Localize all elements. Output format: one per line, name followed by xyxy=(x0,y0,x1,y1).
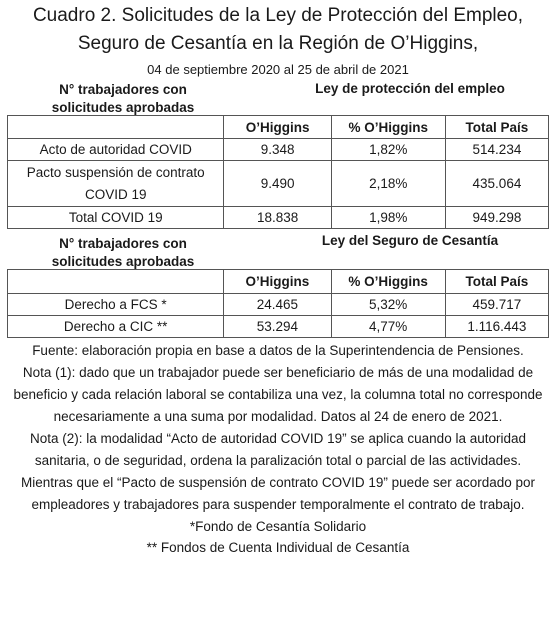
section2-left-label: N° trabajadores con solicitudes aprobadas xyxy=(51,236,195,269)
cell-value: 24.465 xyxy=(224,294,331,316)
cell-value: 9.490 xyxy=(224,161,331,207)
footnote-fcs: *Fondo de Cesantía Solidario xyxy=(189,519,367,534)
cell-value: 949.298 xyxy=(445,207,548,229)
section1-right-label: Ley de protección del empleo xyxy=(315,81,505,96)
cell-value: 1,82% xyxy=(331,139,445,161)
cell-value: 2,18% xyxy=(331,161,445,207)
date-range: 04 de septiembre 2020 al 25 de abril de 2021 xyxy=(147,62,409,77)
table-ley-seguro-cesantia xyxy=(7,269,549,338)
row-label: Pacto suspensión de contrato COVID 19 xyxy=(8,161,224,207)
section2-right-label: Ley del Seguro de Cesantía xyxy=(321,233,499,248)
row-label: Derecho a CIC ** xyxy=(8,316,224,338)
notes-block xyxy=(0,340,556,516)
column-header: % O’Higgins xyxy=(331,116,445,139)
cell-value: 459.717 xyxy=(445,294,548,316)
row-label: Acto de autoridad COVID xyxy=(8,139,224,161)
table-row xyxy=(8,316,549,338)
document-title xyxy=(0,0,556,58)
table-row xyxy=(8,139,549,161)
table-row xyxy=(8,207,549,229)
cell-value: 18.838 xyxy=(224,207,331,229)
header-blank xyxy=(8,270,224,294)
cell-value: 5,32% xyxy=(331,294,445,316)
table-row xyxy=(8,161,549,207)
column-header: Total País xyxy=(445,116,548,139)
section1-left-label: N° trabajadores con solicitudes aprobadas xyxy=(51,82,195,115)
cell-value: 1,98% xyxy=(331,207,445,229)
cell-value: 9.348 xyxy=(224,139,331,161)
title-line-2: Seguro de Cesantía en la Región de O’Higgins, xyxy=(77,33,479,54)
header-blank xyxy=(8,116,224,139)
cell-value: 514.234 xyxy=(445,139,548,161)
title-line-1: Cuadro 2. Solicitudes de la Ley de Protección del Empleo, xyxy=(32,5,524,26)
cell-value: 1.116.443 xyxy=(445,316,548,338)
note-2: Nota (2): la modalidad “Acto de autoridad COVID 19” se aplica cuando la autoridad sanitaria, o de seguridad, ordena la paralización total o parcial de las actividades. Mientras que el “Pacto de suspensión de contrato COVID 19” puede ser acordado por empleadores y trabajadores para suspender temporalmente el contrato de trabajo. xyxy=(20,431,536,512)
cell-value: 53.294 xyxy=(224,316,331,338)
section1-header xyxy=(0,79,556,115)
column-header: O’Higgins xyxy=(224,116,331,139)
cell-value: 435.064 xyxy=(445,161,548,207)
row-label: Derecho a FCS * xyxy=(8,294,224,316)
column-header: Total País xyxy=(445,270,548,294)
table-row xyxy=(8,294,549,316)
section2-header xyxy=(0,233,556,269)
table-ley-proteccion-empleo xyxy=(7,115,549,229)
cell-value: 4,77% xyxy=(331,316,445,338)
footnotes xyxy=(0,516,556,558)
column-header: % O’Higgins xyxy=(331,270,445,294)
note-1: Nota (1): dado que un trabajador puede ser beneficiario de más de una modalidad de beneficio y cada relación laboral se contabiliza una vez, la columna total no corresponde necesariamente a una suma por modalidad. Datos al 24 de enero de 2021. xyxy=(13,365,543,424)
source-note: Fuente: elaboración propia en base a datos de la Superintendencia de Pensiones. xyxy=(32,343,524,358)
footnote-cic: ** Fondos de Cuenta Individual de Cesantía xyxy=(146,540,410,555)
row-label: Total COVID 19 xyxy=(8,207,224,229)
column-header: O’Higgins xyxy=(224,270,331,294)
